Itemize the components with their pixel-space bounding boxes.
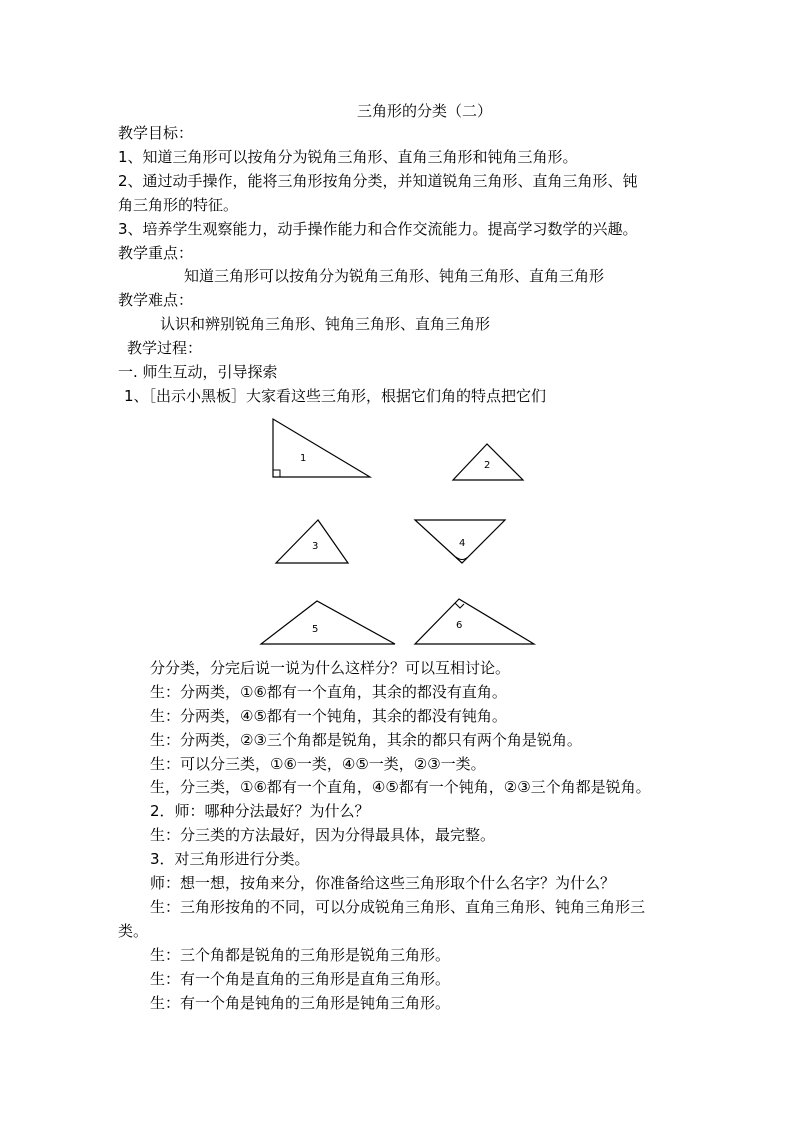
dialogue-line: 生，分三类，①⑥都有一个直角，④⑤都有一个钝角，②③三个角都是锐角。 (150, 778, 651, 796)
difficulties-heading: 教学难点： (118, 291, 194, 309)
step1-text: 1、［出示小黑板］大家看这些三角形，根据它们角的特点把它们 (124, 387, 547, 405)
dialogue-line: 师：想一想，按角来分，你准备给这些三角形取个什么名字？为什么？ (150, 874, 616, 892)
right-angle-mark (455, 603, 464, 608)
objective-line: 3、培养学生观察能力，动手操作能力和合作交流能力。提高学习数学的兴趣。 (118, 220, 638, 238)
objectives-heading: 教学目标： (118, 124, 194, 142)
triangle-6 (415, 599, 534, 644)
objective-line: 1、知道三角形可以按角分为锐角三角形、直角三角形和钝角三角形。 (118, 148, 578, 166)
dialogue-line: 类。 (118, 922, 149, 940)
dialogue-line: 生：三角形按角的不同，可以分成锐角三角形、直角三角形、钝角三角形三 (150, 898, 646, 916)
dialogue-line: 2．师：哪种分法最好？为什么？ (150, 802, 370, 820)
key-points-heading: 教学重点： (118, 244, 194, 262)
page-title: 三角形的分类（二） (357, 102, 493, 120)
key-points-text: 知道三角形可以按角分为锐角三角形、钝角三角形、直角三角形 (184, 267, 605, 285)
triangle-5 (261, 601, 395, 644)
triangle-label: 6 (456, 620, 463, 631)
dialogue-line: 生：三个角都是锐角的三角形是锐角三角形。 (150, 946, 451, 964)
triangle-label: 4 (459, 538, 466, 549)
dialogue-line: 生：分两类，①⑥都有一个直角，其余的都没有直角。 (150, 683, 507, 701)
objective-line: 角三角形的特征。 (118, 196, 239, 214)
dialogue-line: 生：可以分三类，①⑥一类，④⑤一类，②③一类。 (150, 755, 486, 773)
objective-line: 2、通过动手操作，能将三角形按角分类，并知道锐角三角形、直角三角形、钝 (118, 172, 638, 190)
dialogue-line: 生：有一个角是直角的三角形是直角三角形。 (150, 970, 451, 988)
dialogue-line: 生：分三类的方法最好，因为分得最具体，最完整。 (150, 826, 496, 844)
dialogue-line: 生：有一个角是钝角的三角形是钝角三角形。 (150, 994, 451, 1012)
triangle-label: 3 (312, 541, 319, 552)
triangle-label: 2 (484, 460, 491, 471)
right-angle-mark (273, 470, 280, 477)
dialogue-line: 生：分两类，②③三个角都是锐角，其余的都只有两个角是锐角。 (150, 731, 582, 749)
triangle-1 (273, 419, 370, 477)
difficulties-text: 认识和辨别锐角三角形、钝角三角形、直角三角形 (160, 315, 491, 333)
dialogue-line: 3．对三角形进行分类。 (150, 850, 310, 868)
section1-heading: 一. 师生互动，引导探索 (118, 363, 278, 381)
triangle-label: 5 (312, 624, 319, 635)
dialogue-line: 生：分两类，④⑤都有一个钝角，其余的都没有钝角。 (150, 707, 507, 725)
dialogue-line: 分分类，分完后说一说为什么这样分？可以互相讨论。 (150, 659, 511, 677)
triangle-label: 1 (300, 453, 307, 464)
process-heading: 教学过程： (127, 339, 203, 357)
